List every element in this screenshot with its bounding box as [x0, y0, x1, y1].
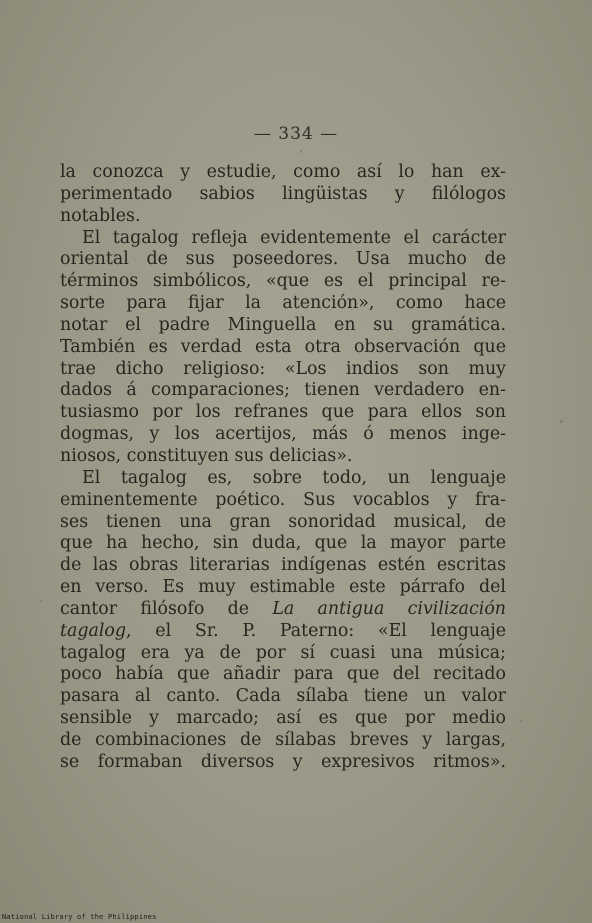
italic-book-title: La antigua civilización	[272, 598, 506, 619]
italic-book-title: tagalog	[60, 620, 127, 641]
text-line: de combinaciones de sílabas breves y largas,	[60, 729, 506, 750]
text-line: El tagalog es, sobre todo, un lenguaje	[82, 467, 506, 488]
text-line: pasara al canto. Cada sílaba tiene un valor	[60, 686, 506, 707]
text-line: ses tienen una gran sonoridad musical, de	[60, 511, 506, 532]
text-line: niosos, constituyen sus delicias».	[60, 445, 353, 466]
text-line: trae dicho religioso: «Los indios son muy	[60, 358, 506, 379]
text-line: tusiasmo por los refranes que para ellos son	[60, 402, 506, 423]
text-line: términos simbólicos, «que es el principal re-	[60, 271, 506, 292]
text-line: se formaban diversos y expresivos ritmos».	[60, 751, 506, 772]
text-line: de las obras literarias indígenas estén escritas	[60, 555, 506, 576]
text-line: perimentado sabios lingüistas y filólogos	[60, 183, 506, 204]
text-line: en verso. Es muy estimable este párrafo del	[60, 577, 506, 598]
text-line: poco había que añadir para que del recitado	[60, 664, 506, 685]
text-line: dogmas, y los acertijos, más ó menos inge-	[60, 424, 506, 445]
paper-speck	[300, 150, 302, 153]
paper-speck	[40, 600, 42, 602]
text-line: oriental de sus poseedores. Usa mucho de	[60, 249, 506, 270]
text-line: la conozca y estudie, como así lo han ex-	[60, 162, 506, 182]
text-segment: , el Sr. P. Paterno: «El lenguaje	[126, 620, 506, 641]
paper-speck	[520, 720, 522, 722]
text-line: sensible y marcado; así es que por medio	[60, 708, 506, 729]
text-line: El tagalog refleja evidentemente el carácter	[82, 227, 506, 248]
library-footer: National Library of the Philippines	[2, 913, 157, 921]
text-line: eminentemente poético. Sus vocablos y fra-	[60, 489, 506, 510]
text-line	[60, 621, 506, 643]
page-number: — 334 —	[253, 124, 339, 144]
text-line: notar el padre Minguella en su gramática.	[60, 314, 506, 335]
text-line: También es verdad esta otra observación que	[60, 336, 506, 357]
paper-speck	[560, 420, 563, 423]
text-line: tagalog era ya de por sí cuasi una música;	[60, 642, 506, 663]
text-line: sorte para fijar la atención», como hace	[60, 293, 506, 314]
text-line: que ha hecho, sin duda, que la mayor parte	[60, 533, 506, 554]
text-line: dados á comparaciones; tienen verdadero en-	[60, 380, 506, 401]
text-line: notables.	[60, 205, 141, 226]
text-segment: cantor filósofo de	[60, 598, 273, 619]
body-text	[60, 162, 506, 774]
text-line	[60, 599, 506, 621]
